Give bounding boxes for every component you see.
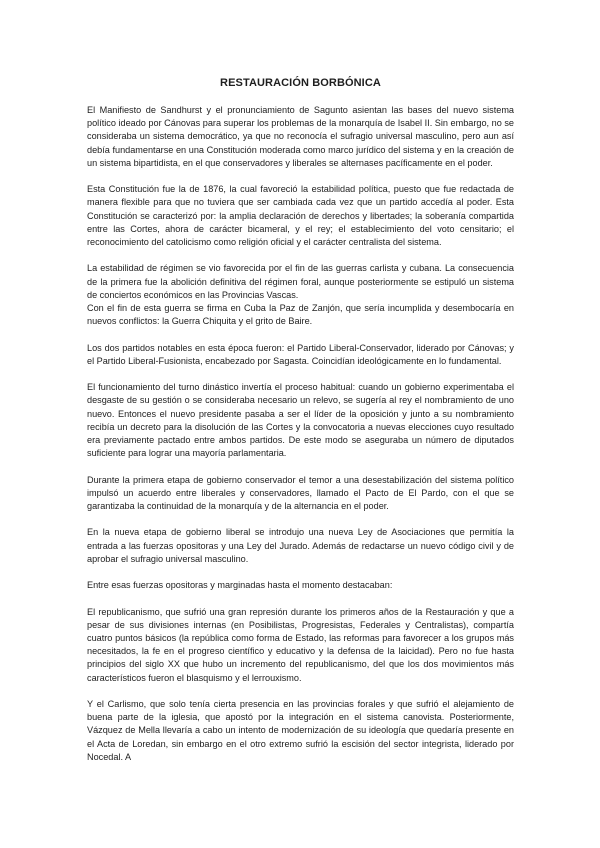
paragraph-sandhurst: El Manifiesto de Sandhurst y el pronunciamiento de Sagunto asientan las bases del nuevo sistema político ideado por Cánovas para superar los problemas de la monarquía de Isabel II. Sin embargo, no se consideraba un sistema democrático, ya que no reconocía el sufragio universal masculino, pero aun así debía fundamentarse en una Constitución moderada como marco jurídico del sistema y en la creación de un sistema bipartidista, en el que conservadores y liberales se alternases pacíficamente en el poder. <box>87 105 514 168</box>
paragraph-republicanismo: El republicanismo, que sufrió una gran represión durante los primeros años de la Restauración y que a pesar de sus divisiones internas (en Posibilistas, Progresistas, Federales y Centralistas), compartía cuatro puntos básicos (la república como forma de Estado, las reformas para favorecer a los grupos más necesitados, la fe en el progreso científico y educativo y la defensa de la laicidad). Pero no fue hasta principios del siglo XX que hubo un incremento del republicanismo, del que los dos movimientos más característicos fueron el blasquismo y el lerrouxismo. <box>87 606 514 683</box>
paragraph-pacto-pardo: Durante la primera etapa de gobierno conservador el temor a una desestabilización del sistema político impulsó un acuerdo entre liberales y conservadores, llamado el Pacto de El Pardo, con el que se garantizaba la continuidad de la monarquía y de la alternancia en el poder. <box>87 474 514 512</box>
paragraph-estabilidad: La estabilidad de régimen se vio favorecida por el fin de las guerras carlista y cubana. La consecuencia de la primera fue la abolición definitiva del régimen foral, aunque posteriormente se estipuló un sistema de conciertos económicos en las Provincias Vascas. <box>87 263 514 300</box>
paragraph-partidos: Los dos partidos notables en esta época fueron: el Partido Liberal-Conservador, liderado por Cánovas; y el Partido Liberal-Fusionista, encabezado por Sagasta. Coincidían ideológicamente en lo fundamental. <box>87 342 514 366</box>
paragraph-gobierno-liberal: En la nueva etapa de gobierno liberal se introdujo una nueva Ley de Asociaciones que permitía la entrada a las fuerzas opositoras y una Ley del Jurado. Además de redactarse un nuevo código civil y de aprobar el sufragio universal masculino. <box>87 527 514 564</box>
paragraph-turno-dinastico: El funcionamiento del turno dinástico invertía el proceso habitual: cuando un gobierno experimentaba el desgaste de su gestión o se consideraba necesario un relevo, se sugería al rey el nombramiento de uno nuevo. Entonces el nuevo presidente pasaba a ser el líder de la oposición y junto a su nombramiento recibía un decreto para la disolución de las Cortes y la convocatoria a nuevas elecciones cuyo resultado era previamente pactado entre ambos partidos. De este modo se aseguraba un número de diputados suficiente para lograr una mayoría parlamentaria. <box>87 382 514 459</box>
page-title: RESTAURACIÓN BORBÓNICA <box>220 77 381 89</box>
paragraph-carlismo: Y el Carlismo, que solo tenía cierta presencia en las provincias forales y que sufrió el alejamiento de buena parte de la iglesia, que apostó por la integración en el sistema canovista. Posteriormente, Vázquez de Mella llevaría a cabo un intento de modernización de su ideología que quedaría presente en el Acta de Loredan, sin embargo en el otro extremo sufrió la escisión del sector integrista, liderado por Nocedal. A <box>87 699 514 762</box>
paragraph-paz-zanjon: Con el fin de esta guerra se firma en Cuba la Paz de Zanjón, que sería incumplida y desembocaría en nuevos conflictos: la Guerra Chiquita y el grito de Baire. <box>87 303 514 327</box>
paragraph-fuerzas-opositoras: Entre esas fuerzas opositoras y marginadas hasta el momento destacaban: <box>87 580 393 591</box>
paragraph-constitucion-1876: Esta Constitución fue la de 1876, la cual favoreció la estabilidad política, puesto que fue redactada de manera flexible para que no tuviera que ser cambiada cada vez que un partido accedía al poder. Esta Constitución se caracterizó por: la amplia declaración de derechos y libertades; la soberanía compartida entre las Cortes, ahora de carácter bicameral, y el rey; el establecimiento del voto censitario; el reconocimiento del catolicismo como religión oficial y el carácter centralista del sistema. <box>87 184 514 248</box>
